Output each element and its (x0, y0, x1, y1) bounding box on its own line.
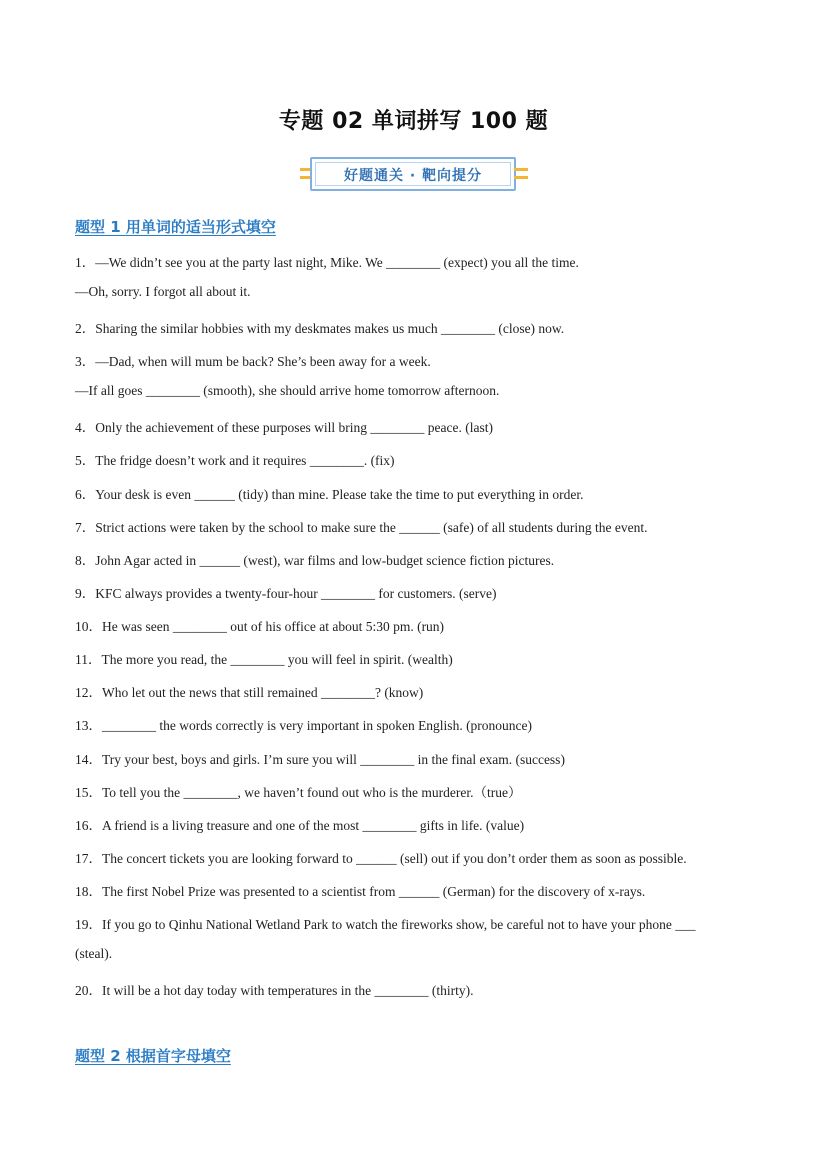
question-line: —If all goes ________ (smooth), she should arrive home tomorrow afternoon. (75, 383, 500, 398)
question-line: 5．The fridge doesn’t work and it requires ________. (fix) (75, 453, 395, 468)
question-line: 9．KFC always provides a twenty-four-hour ________ for customers. (serve) (75, 586, 497, 601)
banner-right-decoration-icon (514, 176, 528, 179)
question-line: 14．Try your best, boys and girls. I’m sure you will ________ in the final exam. (success) (75, 752, 565, 767)
question-line: 11．The more you read, the ________ you will feel in spirit. (wealth) (75, 652, 453, 667)
question-line: 19．If you go to Qinhu National Wetland Park to watch the fireworks show, be careful not to have your phone ___ (75, 917, 696, 932)
question-line: 1．—We didn’t see you at the party last night, Mike. We ________ (expect) you all the time. (75, 255, 579, 270)
question-line: 12．Who let out the news that still remained ________? (know) (75, 685, 424, 700)
question-line: 7．Strict actions were taken by the school to make sure the ______ (safe) of all students during the event. (75, 520, 648, 535)
question-line: —Oh, sorry. I forgot all about it. (75, 284, 251, 299)
section-heading-2: 题型 2 根据首字母填空 (75, 1047, 231, 1065)
question-line: 2．Sharing the similar hobbies with my deskmates makes us much ________ (close) now. (75, 321, 565, 336)
document-title: 专题 02 单词拼写 100 题 (278, 109, 549, 134)
question-line: 3．—Dad, when will mum be back? She’s been away for a week. (75, 354, 431, 369)
question-line: 15．To tell you the ________, we haven’t found out who is the murderer.（true） (75, 785, 522, 800)
question-line: 13．________ the words correctly is very important in spoken English. (pronounce) (75, 718, 533, 733)
banner (300, 156, 528, 194)
question-line: 20．It will be a hot day today with temperatures in the ________ (thirty). (75, 983, 474, 998)
section-heading-1: 题型 1 用单词的适当形式填空 (75, 218, 276, 236)
question-line: 4．Only the achievement of these purposes will bring ________ peace. (last) (75, 420, 494, 435)
question-line: 16．A friend is a living treasure and one of the most ________ gifts in life. (value) (75, 818, 525, 833)
question-line: 6．Your desk is even ______ (tidy) than mine. Please take the time to put everything in order. (75, 487, 584, 502)
question-line: (steal). (75, 946, 113, 961)
question-line: 10．He was seen ________ out of his office at about 5:30 pm. (run) (75, 619, 445, 634)
question-line: 17．The concert tickets you are looking forward to ______ (sell) out if you don’t order them as soon as possible. (75, 851, 687, 866)
banner-text: 好题通关 · 靶向提分 (343, 168, 483, 184)
question-line: 8．John Agar acted in ______ (west), war films and low-budget science fiction pictures. (75, 553, 555, 568)
question-line: 18．The first Nobel Prize was presented to a scientist from ______ (German) for the discovery of x-rays. (75, 884, 646, 899)
banner-right-decoration-icon (514, 168, 528, 171)
